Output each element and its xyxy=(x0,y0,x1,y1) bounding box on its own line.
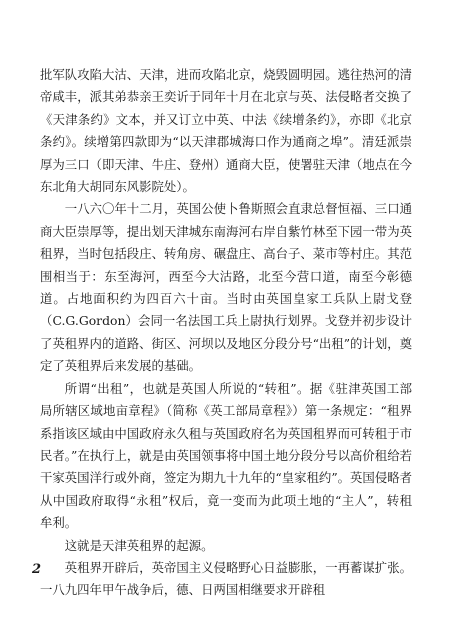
paragraph-2: 一八六〇年十二月，英国公使卜鲁斯照会直隶总督恒福、三口通商大臣崇厚等，提出划天津城东南海河右岸自紫竹林至下园一带为英租界，当时包括段庄、转角房、碾盘庄、高台子、菜市等村庄。其范围相当于：东至海河，西至今大沽路，北至今营口道，南至今彰德道。占地面积约为四百六十亩。当时由英国皇家工兵队上尉戈登（C.G.Gordon）会同一名法国工兵上尉执行划界。戈登并初步设计了英租界内的道路、街区、河坝以及地区分段分号“出租”的计划，奠定了英租界后来发展的基础。 xyxy=(40,201,412,374)
paragraph-4: 这就是天津英租界的起源。 xyxy=(64,537,214,553)
paragraph-1: 批军队攻陷大沽、天津，进而攻陷北京，烧毁圆明园。逃往热河的清帝咸丰，派其弟恭亲王奕䜣于同年十月在北京与英、法侵略者交换了《天津条约》文本，并又订立中英、中法《续增条约》，亦即《北京条约》。续增第四款即为“以天津郡城海口作为通商之埠”。清廷派崇厚为三口（即天津、牛庄、登州）通商大臣，使署驻天津（地点在今东北角大胡同东风影院处）。 xyxy=(40,67,412,195)
paragraph-3: 所谓“出租”，也就是英国人所说的“转租”。据《驻津英国工部局所辖区域地亩章程》（简称《英工部局章程》）第一条规定：“租界系指该区域由中国政府永久租与英国政府名为英国租界而可转租于市民者。”在执行上，就是由英国领事将中国土地分段分号以高价租给若干家英国洋行或外商，签定为期九十九年的“皇家租约”。英国侵略者从中国政府取得“永租”权后，竟一变而为此项土地的“主人”，转租牟利。 xyxy=(40,380,412,531)
body-text xyxy=(40,64,412,602)
paragraph-5: 英租界开辟后，英帝国主义侵略野心日益膨胀，一再蓄谋扩张。一八九四年甲午战争后，德、日两国相继要求开辟租 xyxy=(40,559,412,598)
page-number: 2 xyxy=(32,562,42,577)
